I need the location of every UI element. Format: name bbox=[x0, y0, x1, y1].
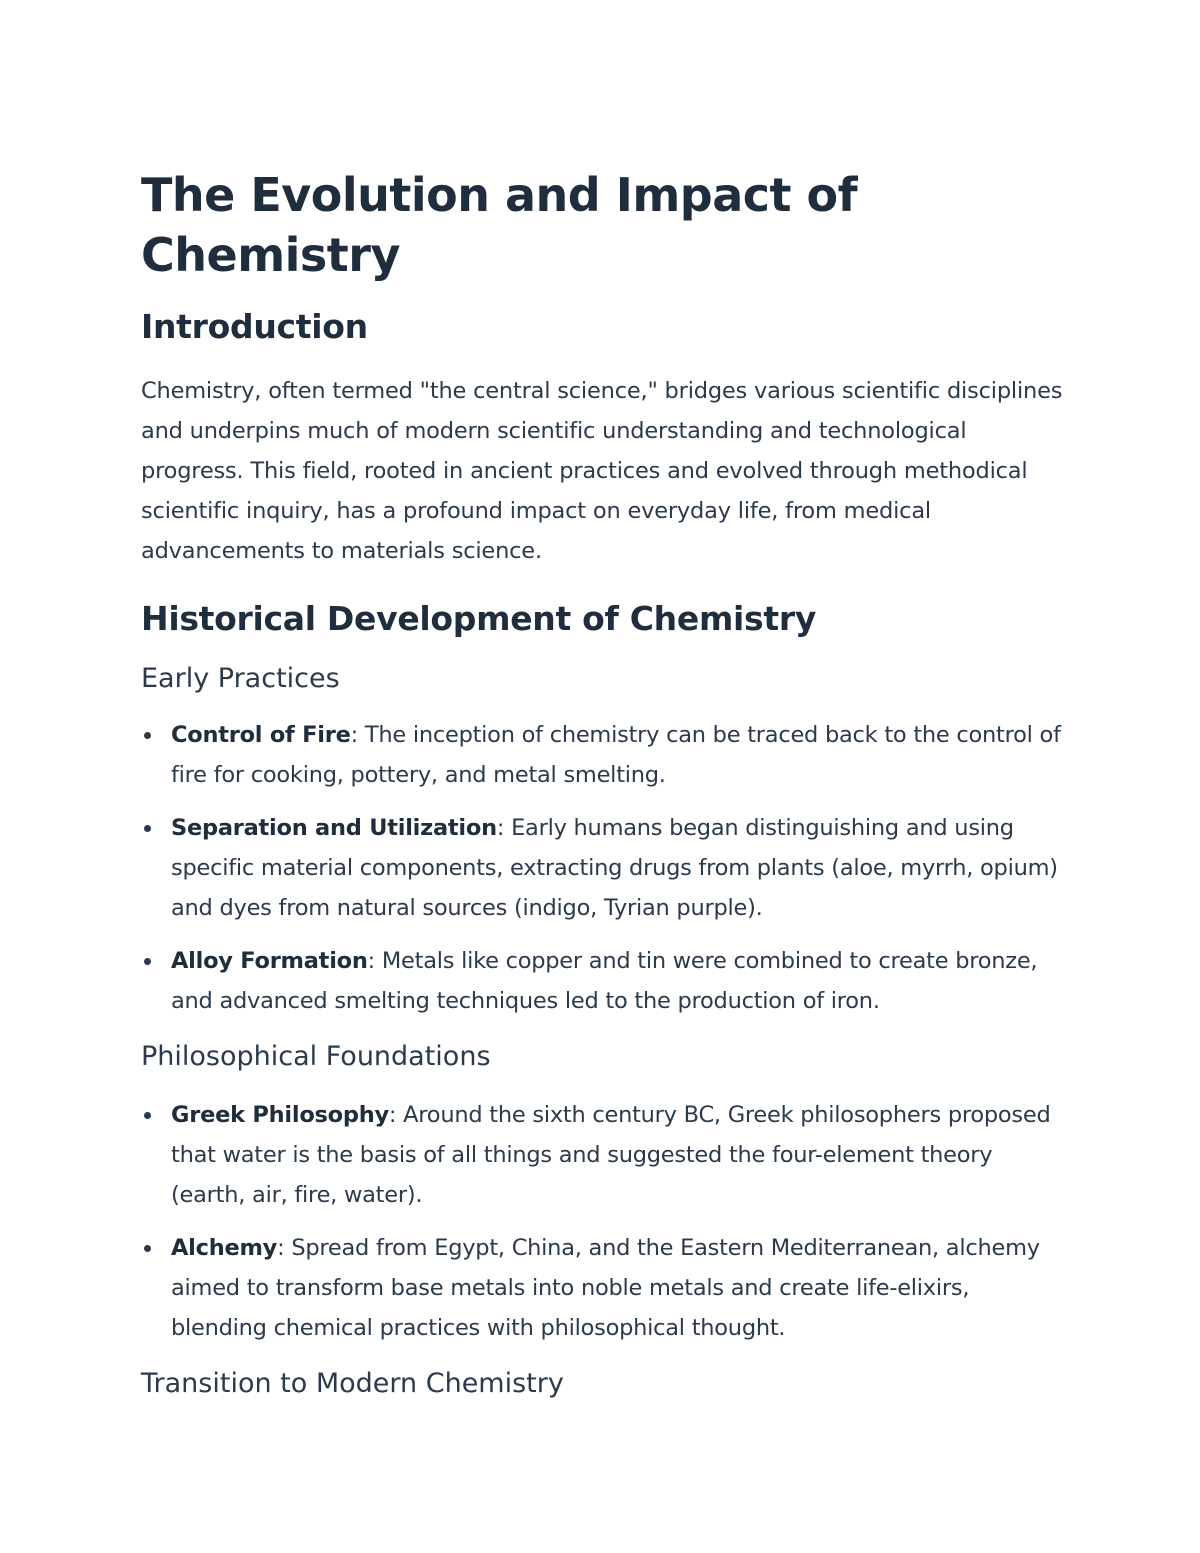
list-item-text: : Around the sixth century BC, Greek philosophers proposed that water is the basis of all things and suggested the four-element theory (earth, air, fire, water). bbox=[171, 1102, 1051, 1208]
list-item-text: : Metals like copper and tin were combined to create bronze, and advanced smelting techniques led to the production of iron. bbox=[171, 948, 1038, 1014]
bullet-icon bbox=[144, 1245, 151, 1252]
document-page bbox=[141, 165, 1071, 1402]
list-item bbox=[141, 941, 1071, 1021]
bullet-icon bbox=[144, 732, 151, 739]
list-item-term: Alchemy bbox=[171, 1235, 278, 1261]
list-item-text: : The inception of chemistry can be traced back to the control of fire for cooking, pottery, and metal smelting. bbox=[171, 722, 1061, 788]
bullet-icon bbox=[144, 958, 151, 965]
section-heading-introduction: Introduction bbox=[141, 307, 368, 346]
list-item-term: Control of Fire bbox=[171, 722, 351, 748]
list-item-term: Greek Philosophy bbox=[171, 1102, 389, 1128]
section-heading-historical-development: Historical Development of Chemistry bbox=[141, 599, 817, 638]
document-title: The Evolution and Impact of Chemistry bbox=[141, 168, 858, 282]
subsection-heading-transition-modern-chemistry: Transition to Modern Chemistry bbox=[141, 1368, 564, 1399]
bullet-icon bbox=[144, 825, 151, 832]
list-item-text: : Spread from Egypt, China, and the Eastern Mediterranean, alchemy aimed to transform base metals into noble metals and create life-elixirs, blending chemical practices with philosophical thought. bbox=[171, 1235, 1040, 1341]
list-item-text: : Early humans began distinguishing and using specific material components, extracting drugs from plants (aloe, myrrh, opium) and dyes from natural sources (indigo, Tyrian purple). bbox=[171, 815, 1058, 921]
bullet-icon bbox=[144, 1112, 151, 1119]
list-item-term: Alloy Formation bbox=[171, 948, 368, 974]
list-item bbox=[141, 715, 1071, 795]
subsection-heading-philosophical-foundations: Philosophical Foundations bbox=[141, 1041, 491, 1072]
list-item-term: Separation and Utilization bbox=[171, 815, 497, 841]
list-item bbox=[141, 1228, 1071, 1348]
subsection-heading-early-practices: Early Practices bbox=[141, 663, 340, 694]
introduction-paragraph: Chemistry, often termed "the central science," bridges various scientific disciplines and underpins much of modern scientific understanding and technological progress. This field, rooted in ancient practices and evolved through methodical scientific inquiry, has a profound impact on everyday life, from medical advancements to materials science. bbox=[141, 378, 1063, 564]
list-item bbox=[141, 1095, 1071, 1215]
list-item bbox=[141, 808, 1071, 928]
early-practices-list bbox=[141, 715, 1071, 1021]
philosophical-foundations-list bbox=[141, 1095, 1071, 1348]
